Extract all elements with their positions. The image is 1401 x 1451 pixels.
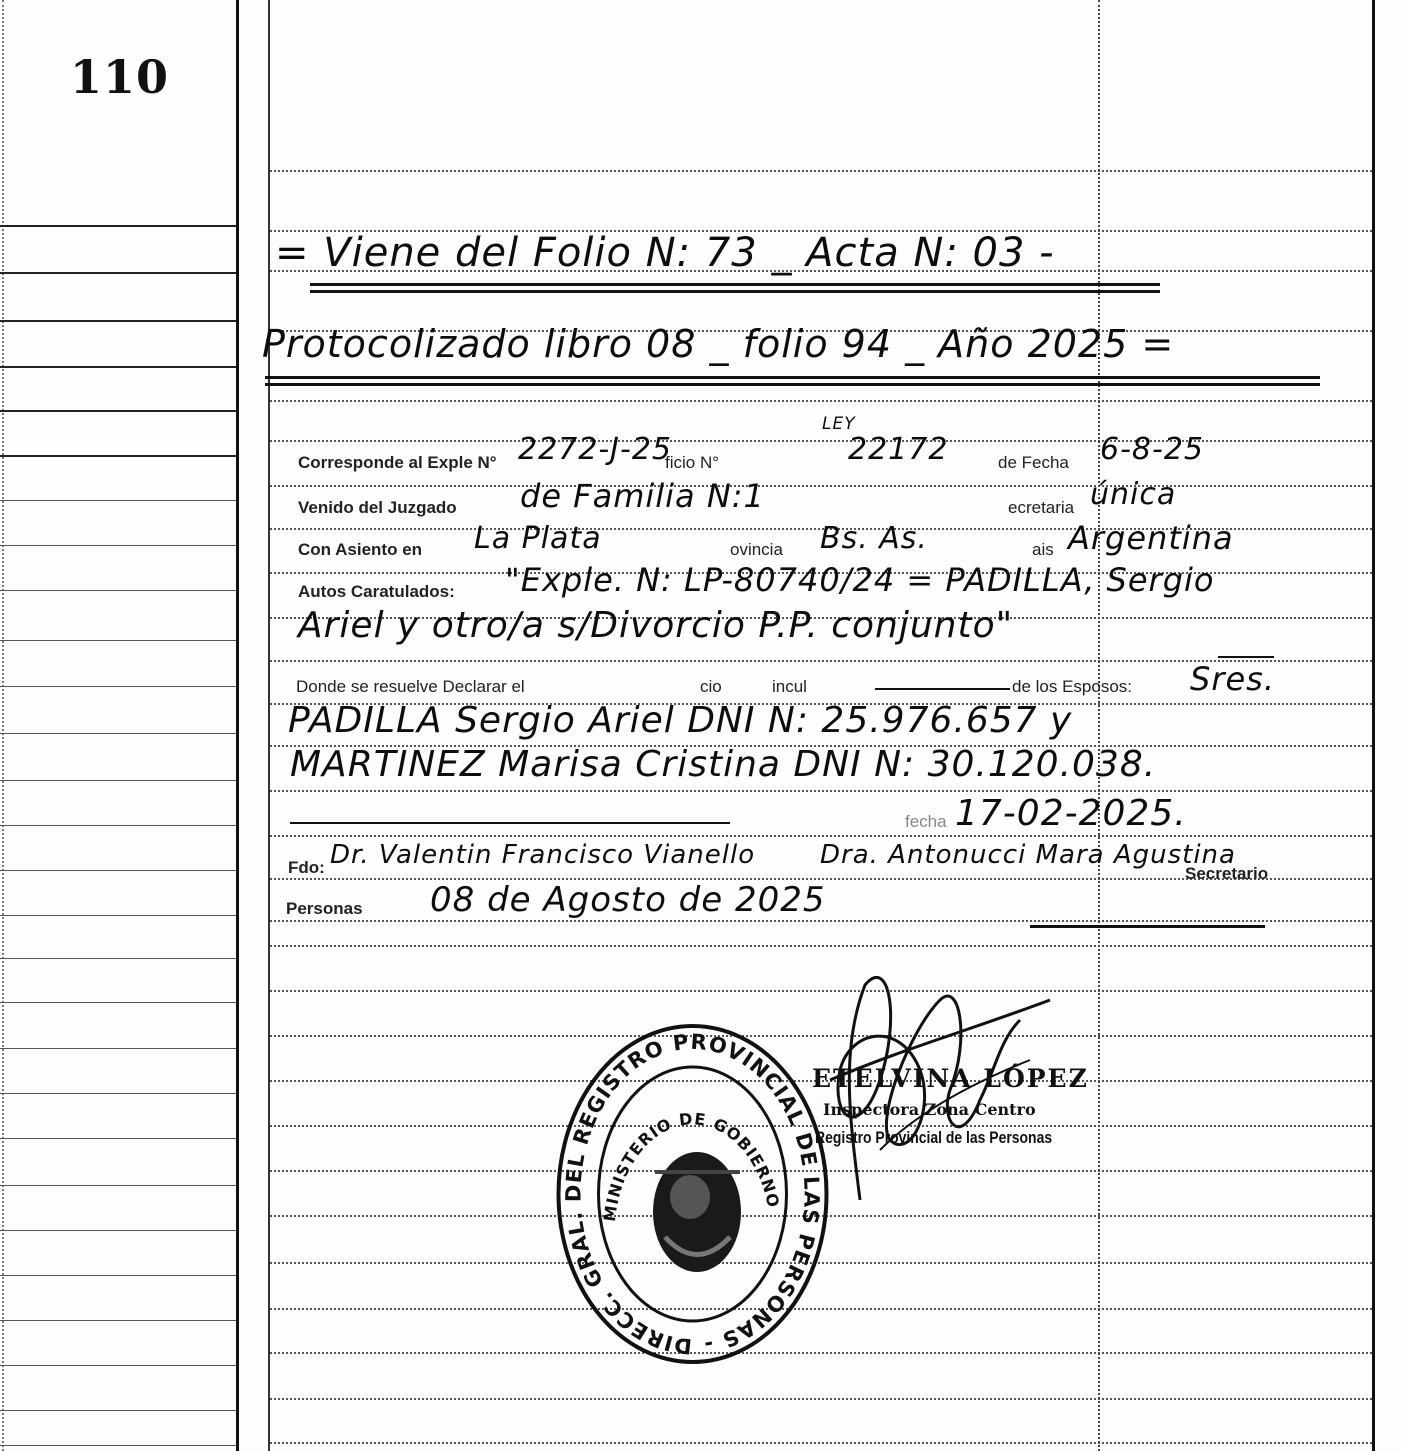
margin-rule [0, 455, 236, 457]
margin-rule [0, 1002, 236, 1003]
value-fecha: 6-8-25 [1100, 432, 1204, 467]
margin-rule [0, 1138, 236, 1139]
dotted-rule [270, 170, 1372, 172]
margin-rule [0, 410, 236, 412]
header-underline-1b [310, 290, 1160, 293]
value-conyuge-1: PADILLA Sergio Ariel DNI N: 25.976.657 y [288, 700, 1073, 741]
dotted-rule [270, 790, 1372, 792]
dotted-rule [270, 835, 1372, 837]
label-fecha: de Fecha [998, 453, 1069, 472]
stamp-title: Inspectora Zona Centro [823, 1100, 1036, 1119]
seal-outer-text: DIRECC. GRAL. DEL REGISTRO PROVINCIAL DE LAS PERSONAS - [561, 1029, 824, 1359]
value-sres: Sres. [1190, 660, 1275, 698]
value-ley-note: LEY [822, 414, 856, 434]
margin-rule [0, 1410, 236, 1411]
label-esposos: de los Esposos: [1012, 677, 1133, 696]
label-asiento: Con Asiento en [298, 540, 423, 559]
value-autos: "Exple. N: LP-80740/24 = PADILLA, Sergio [505, 561, 1215, 599]
value-fecha-registro: 08 de Agosto de 2025 [430, 880, 826, 920]
label-corresponde: Corresponde al Exple N° [298, 453, 497, 472]
dotted-rule [270, 440, 1372, 442]
value-provincia: Bs. As. [820, 521, 928, 556]
folio-number: 110 [70, 50, 170, 104]
closing-line [1030, 925, 1265, 928]
dotted-rule [270, 485, 1372, 487]
margin-rule [0, 640, 236, 641]
stamp-name: ETELVINA LÓPEZ [812, 1064, 1089, 1093]
label-vinculo-2: incul [772, 677, 807, 696]
value-secretaria: única [1090, 477, 1177, 512]
header-underline-1 [310, 283, 1160, 286]
value-juez: Dr. Valentin Francisco Vianello [330, 840, 756, 870]
left-edge-dotted-line [2, 0, 4, 1451]
value-autos-cont: Ariel y otro/a s/Divorcio P.P. conjunto" [298, 605, 1014, 646]
margin-rule [0, 1445, 236, 1446]
header-line-1: = Viene del Folio N: 73 _ Acta N: 03 - [275, 230, 1055, 276]
margin-rule [0, 733, 236, 734]
label-personas: Personas [286, 899, 363, 918]
margin-rule [0, 915, 236, 916]
value-expediente: 2272-J-25 [518, 432, 673, 467]
margin-rule [0, 1185, 236, 1186]
margin-rule [0, 1365, 236, 1366]
coat-of-arms-icon [653, 1152, 741, 1272]
blank-line [290, 822, 730, 824]
header-line-2: Protocolizado libro 08 _ folio 94 _ Año 2025 = [262, 322, 1175, 366]
margin-rule [0, 1230, 236, 1231]
margin-rule [0, 1093, 236, 1094]
margin-rule [0, 590, 236, 591]
label-juzgado: Venido del Juzgado [298, 498, 457, 517]
label-autos: Autos Caratulados: [298, 582, 455, 601]
label-provincia: ovincia [730, 540, 783, 559]
value-asiento: La Plata [474, 521, 602, 556]
column-dotted-line [1098, 0, 1100, 1451]
margin-rule [0, 686, 236, 687]
margin-rule [0, 825, 236, 826]
dotted-rule [270, 1398, 1372, 1400]
margin-line [236, 0, 239, 1451]
value-fecha-sentencia: 17-02-2025. [955, 793, 1187, 834]
gutter-line [268, 0, 270, 1451]
strikeout-mark [875, 688, 1010, 690]
margin-rule [0, 958, 236, 959]
value-oficio: 22172 [848, 432, 949, 467]
label-oficio: ficio N° [665, 453, 720, 472]
dotted-rule [270, 920, 1372, 922]
label-pais: ais [1032, 540, 1054, 559]
label-fecha-sentencia: fecha [905, 812, 947, 831]
label-fdo: Fdo: [288, 858, 325, 877]
margin-rule [0, 320, 236, 322]
margin-rule [0, 272, 236, 274]
margin-rule [0, 870, 236, 871]
label-secretario: Secretario [1185, 864, 1269, 883]
value-pais: Argentina [1068, 519, 1234, 557]
right-border-line [1372, 0, 1375, 1451]
autos-end-mark [1218, 656, 1274, 658]
margin-rule [0, 780, 236, 781]
margin-rule [0, 1275, 236, 1276]
margin-rule [0, 1320, 236, 1321]
header-underline-2 [265, 376, 1320, 379]
margin-rule [0, 366, 236, 368]
value-conyuge-2: MARTINEZ Marisa Cristina DNI N: 30.120.038. [290, 744, 1157, 785]
margin-rule [0, 545, 236, 546]
margin-rule [0, 1048, 236, 1049]
value-juzgado: de Familia N:1 [520, 477, 765, 515]
dotted-rule [270, 945, 1372, 947]
margin-rule [0, 225, 236, 227]
dotted-rule [270, 1442, 1372, 1444]
label-resuelve: Donde se resuelve Declarar el [296, 677, 525, 696]
official-seal [555, 1022, 830, 1367]
header-underline-2b [265, 383, 1320, 386]
label-vinculo-1: cio [700, 677, 722, 696]
stamp-office: Registro Provincial de las Personas [815, 1128, 1053, 1147]
margin-rule [0, 500, 236, 501]
value-secretaria-nombre: Dra. Antonucci Mara Agustina [820, 840, 1236, 870]
dotted-rule [270, 400, 1372, 402]
label-secretaria: ecretaria [1008, 498, 1075, 517]
seal-inner-text: MINISTERIO DE GOBIERNO [599, 1109, 784, 1223]
